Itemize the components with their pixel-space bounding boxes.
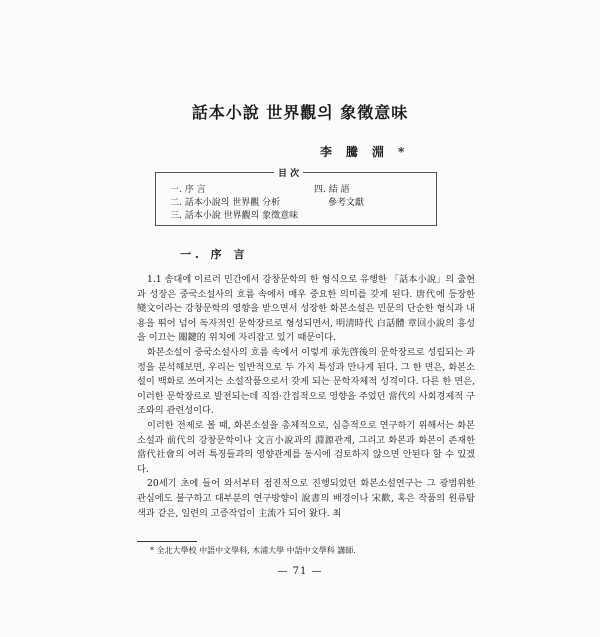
section-title: 一. 序 言 [180, 248, 249, 261]
page-number: — 71 — [277, 566, 323, 577]
toc-item: 三. 話本小說 世界觀의 象徵意味 [170, 211, 299, 221]
table-of-contents [155, 169, 437, 226]
paragraph: 1.1 송대에 이르러 민간에서 강창문학의 한 형식으로 유행한 「話本小說」의 출현과 성장은 중국소설사의 흐름 속에서 매우 중요한 의미를 갖게 된다. 唐代에 등장한 變文이라는 강창문학의 영향을 받으면서 성장한 화본소설은 민문의 단순한 형식과 내용을 뛰어 넘어 독자적인 문학장르로 형성되면서, 明淸時代 白話體 章回小說의 흥성을 이끄는 關鍵的 위치에 자리잡고 있기 때문이다. [137, 274, 475, 344]
toc-item: 參考文獻 [328, 198, 365, 208]
footnote-rule [137, 541, 197, 542]
author-name: 李騰淵* [320, 145, 419, 159]
toc-item: 一. 序 言 [170, 185, 206, 195]
body-text [137, 273, 475, 521]
toc-item: 二. 話本小說의 世界觀 分析 [170, 198, 281, 208]
paper-title: 話本小說 世界觀의 象徵意味 [191, 103, 409, 122]
toc-item: 四. 結 語 [314, 185, 350, 195]
paragraph: 20세기 초에 들어 와서부터 점진적으로 진행되었던 화본소설연구는 그 광범위한 관심에도 불구하고 대부분의 연구방향이 說書의 배경이나 宋歡, 혹은 작품의 원류탐색과 같은, 일련의 고증작업이 主流가 되어 왔다. 최 [137, 478, 475, 519]
footnote: * 全北大學校 中語中文學科, 木浦大學 中語中文學科 講師. [150, 546, 356, 555]
paragraph: 화본소설이 중국소설사의 흐름 속에서 이렇게 承先啓後의 문학장르로 성립되는 과정을 분석해보면, 우리는 일반적으로 두 가지 특성과 만나게 된다. 그 한 면은, 화본소설이 백화로 쓰여지는 소설작품으로서 갖게 되는 문학자체적 성격이다. 다른 한 면은, 이러한 문학장르로 발전되는데 직접·간접적으로 영향을 주었던 當代의 사회경제적 구조와의 관련성이다. [137, 346, 475, 417]
toc-heading: 目 次 [274, 166, 303, 179]
paragraph: 이러한 전제로 볼 때, 화본소설을 총체적으로, 심층적으로 연구하기 위해서는 화본소설과 前代의 강창문학이나 文言小說과의 淵源관계, 그리고 화본과 화본이 존재한 當代社會의 여러 특징들과의 영향관계를 동시에 검토하지 않으면 안된다 할 수 있겠다. [137, 419, 475, 475]
